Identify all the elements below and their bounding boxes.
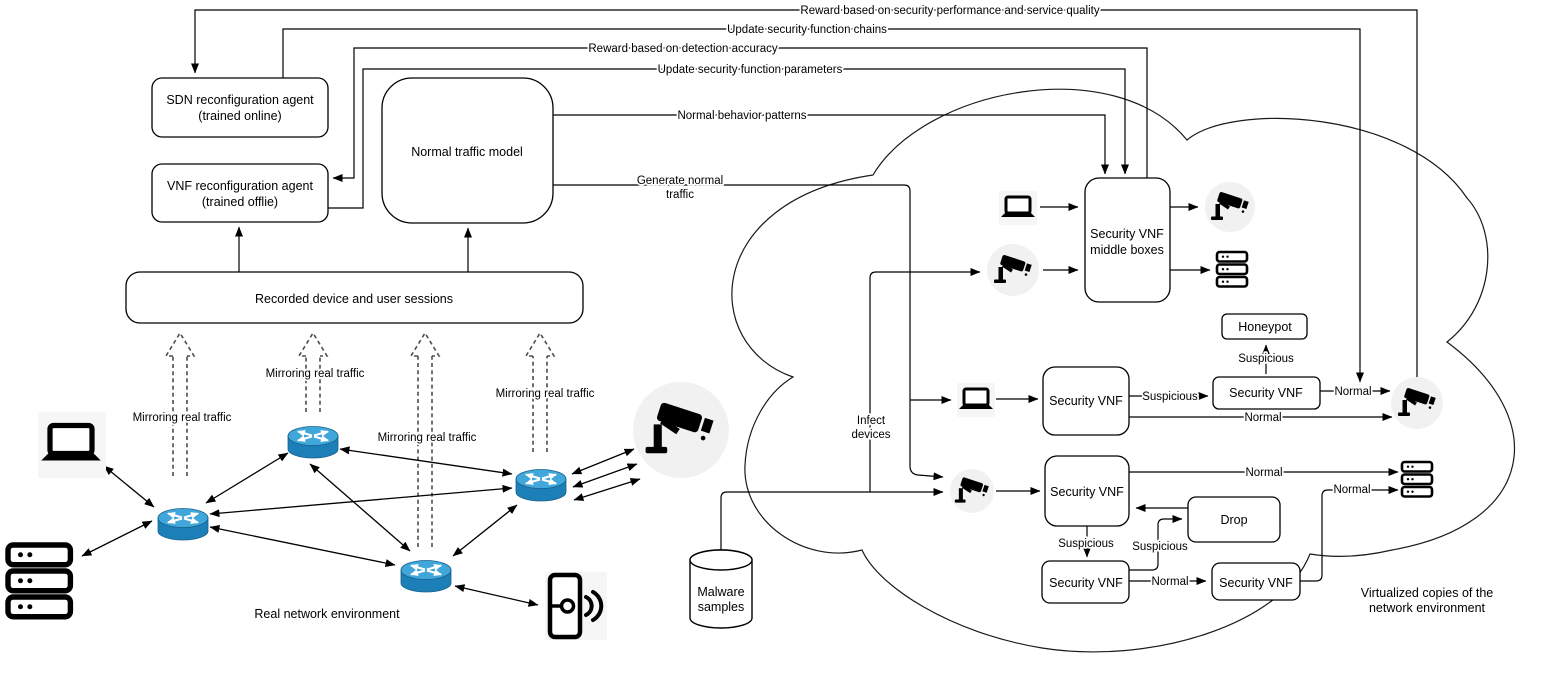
normal-behavior-line (553, 115, 1105, 174)
real-env-caption: Real network environment (254, 607, 400, 621)
laptop-icon-top (1001, 197, 1035, 217)
malware-injection (690, 272, 980, 628)
virtual-top-chain (987, 178, 1255, 302)
link-routerD-camera-3 (574, 479, 640, 500)
normal-traffic-model-label: Normal traffic model (411, 145, 523, 159)
virtual-middle-chain (957, 314, 1443, 435)
link-laptop-routerA (104, 466, 154, 507)
link-routerC-routerD (453, 505, 517, 556)
generate-normal-label-2: traffic (666, 189, 694, 201)
camera-circle-bottom-in (950, 469, 994, 513)
sdn-agent-label-1: SDN reconfiguration agent (166, 93, 314, 107)
honeypot-label: Honeypot (1238, 320, 1292, 334)
laptop-icon (41, 426, 101, 461)
normal-behavior-label: Normal behavior patterns (677, 110, 807, 122)
camera-circle-real (633, 382, 729, 478)
link-routerB-routerC (310, 464, 410, 551)
vnf-agent-box (152, 164, 328, 222)
normal-label-bot1: Normal (1245, 467, 1283, 479)
generate-normal-label-1: Generate normal (636, 175, 724, 187)
infect-line-top (870, 272, 980, 492)
server-stack-icon-bottom (1402, 462, 1432, 497)
security-vnf-label-bot1: Security VNF (1050, 485, 1124, 499)
link-servers-routerA (82, 521, 152, 556)
mirroring-label-1: Mirroring real traffic (132, 412, 232, 424)
update-parameters-label: Update security function parameters (657, 64, 843, 76)
update-chains-label: Update security function chains (727, 24, 887, 36)
vnf-agent-label-2: (trained offlie) (201, 195, 279, 209)
suspicious-label-bot2: Suspicious (1132, 541, 1188, 553)
drop-label: Drop (1220, 513, 1248, 527)
camera-circle-top-out (1205, 182, 1255, 232)
normal-label-bot3: Normal (1333, 484, 1371, 496)
suspicious-label-honeypot: Suspicious (1238, 353, 1294, 365)
mirroring-label-2: Mirroring real traffic (265, 368, 365, 380)
camera-circle-top-in (987, 244, 1039, 296)
laptop-icon-mid (959, 389, 993, 409)
virtual-env-caption-1: Virtualized copies of the (1360, 586, 1494, 600)
server-stack-icon-top (1217, 252, 1247, 287)
middle-boxes-label-2: middle boxes (1090, 243, 1164, 257)
router-icon-c (401, 561, 451, 593)
router-icon-d (516, 470, 566, 502)
sdn-agent-label-2: (trained online) (198, 109, 282, 123)
suspicious-label-mid: Suspicious (1142, 391, 1198, 403)
malware-cylinder-top (690, 550, 752, 570)
link-routerA-routerD (210, 488, 512, 514)
server-stack-icon (8, 545, 70, 617)
security-vnf-label-bot2: Security VNF (1049, 576, 1123, 590)
link-routerB-routerD (340, 449, 512, 474)
reward-detection-label: Reward based on detection accuracy (588, 43, 778, 55)
recorded-sessions-label: Recorded device and user sessions (254, 292, 454, 306)
link-routerC-phone (455, 586, 538, 605)
link-routerA-routerB (206, 453, 288, 503)
virtual-env-caption-2: network environment (1368, 601, 1486, 615)
mirroring-arrow-1 (166, 333, 194, 476)
malware-label-1: Malware (697, 585, 745, 599)
reward-security-label: Reward based on security performance and service quality (800, 5, 1100, 17)
real-network-environment (8, 333, 729, 640)
normal-label-mid2: Normal (1244, 412, 1282, 424)
middle-boxes-label-1: Security VNF (1090, 227, 1164, 241)
router-icon-a (158, 509, 208, 541)
virtual-bottom-chain (950, 456, 1432, 603)
vnf-agent-label-1: VNF reconfiguration agent (167, 179, 313, 193)
infect-line-bottom (721, 492, 943, 552)
security-vnf-label-bot3: Security VNF (1219, 576, 1293, 590)
security-vnf-label-mid1: Security VNF (1049, 394, 1123, 408)
vnf3b-to-server (1300, 490, 1398, 581)
suspicious-label-bot1: Suspicious (1058, 538, 1114, 550)
security-vnf-label-mid2: Security VNF (1229, 386, 1303, 400)
infect-devices-label-1: Infect (856, 415, 886, 427)
malware-label-2: samples (697, 600, 745, 614)
sdn-agent-box (152, 78, 328, 137)
link-routerA-routerC (210, 527, 395, 565)
link-routerD-camera-1 (572, 449, 634, 474)
router-icon-b (288, 427, 338, 459)
normal-label-bot2: Normal (1151, 576, 1189, 588)
normal-label-mid1: Normal (1334, 386, 1372, 398)
mirroring-label-4: Mirroring real traffic (495, 388, 595, 400)
camera-circle-mid-out (1391, 377, 1443, 429)
infect-devices-label-2: devices (851, 429, 891, 441)
mirroring-label-3: Mirroring real traffic (377, 432, 477, 444)
